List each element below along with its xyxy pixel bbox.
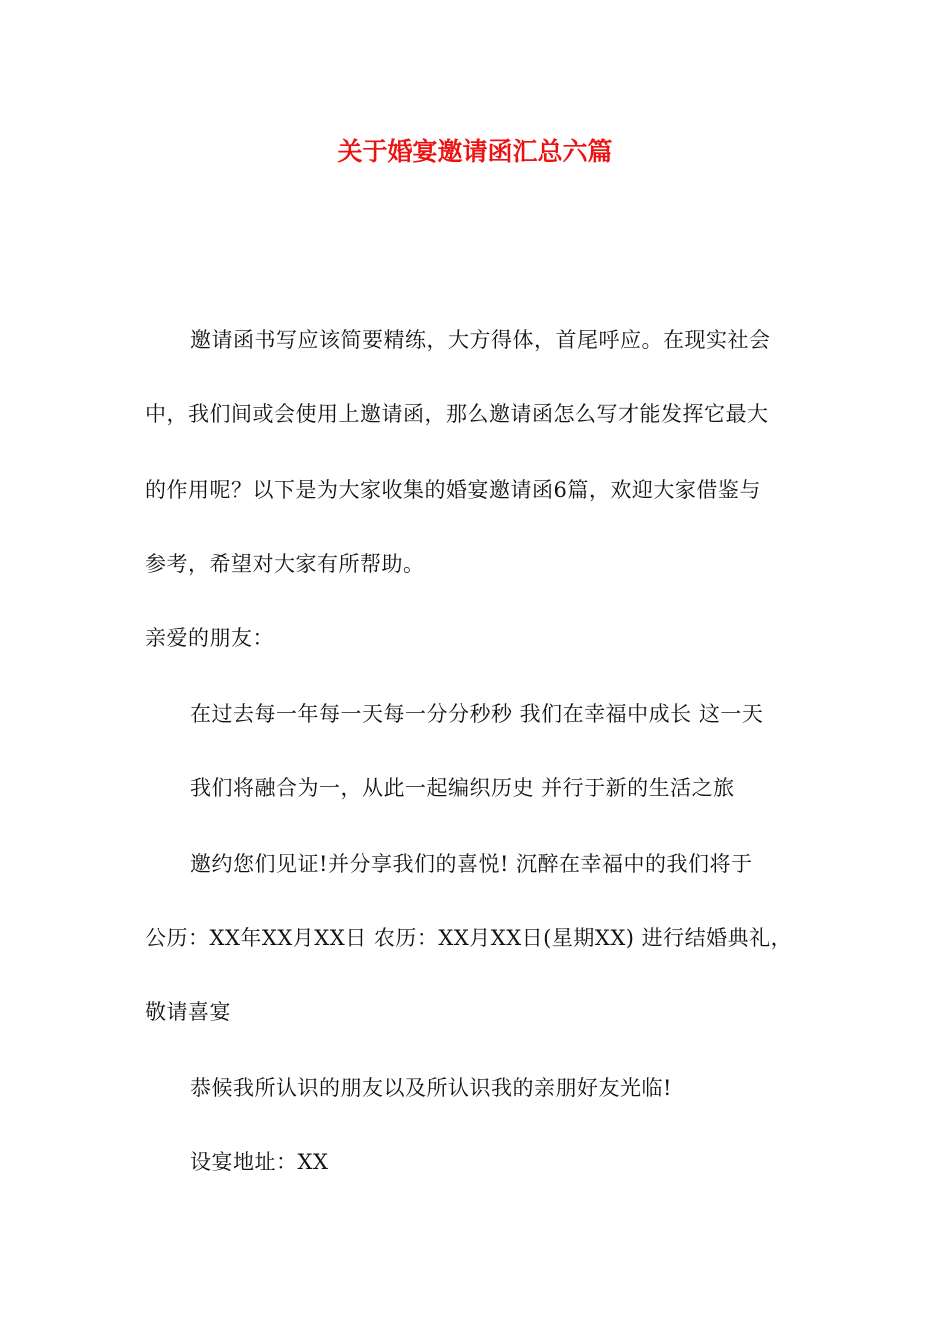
- body-line: 恭候我所认识的朋友以及所认识我的亲朋好友光临!: [190, 1076, 672, 1100]
- body-line: 公历：XX年XX月XX日 农历：XX月XX日(星期XX) 进行结婚典礼，: [145, 926, 793, 950]
- body-line: 敬请喜宴: [145, 1000, 231, 1024]
- intro-line: 邀请函书写应该简要精练，大方得体，首尾呼应。在现实社会: [190, 328, 771, 352]
- body-line: 我们将融合为一，从此一起编织历史 并行于新的生活之旅: [190, 776, 735, 800]
- salutation: 亲爱的朋友：: [145, 626, 274, 650]
- body-line: 设宴地址：XX: [190, 1150, 329, 1174]
- intro-line: 参考，希望对大家有所帮助。: [145, 552, 425, 576]
- body-line: 邀约您们见证!并分享我们的喜悦! 沉醉在幸福中的我们将于: [190, 852, 753, 876]
- intro-line: 中，我们间或会使用上邀请函，那么邀请函怎么写才能发挥它最大: [145, 402, 769, 426]
- body-line: 在过去每一年每一天每一分分秒秒 我们在幸福中成长 这一天: [190, 702, 764, 726]
- page-title: 关于婚宴邀请函汇总六篇: [337, 137, 613, 166]
- intro-line: 的作用呢？以下是为大家收集的婚宴邀请函6篇，欢迎大家借鉴与: [145, 478, 761, 502]
